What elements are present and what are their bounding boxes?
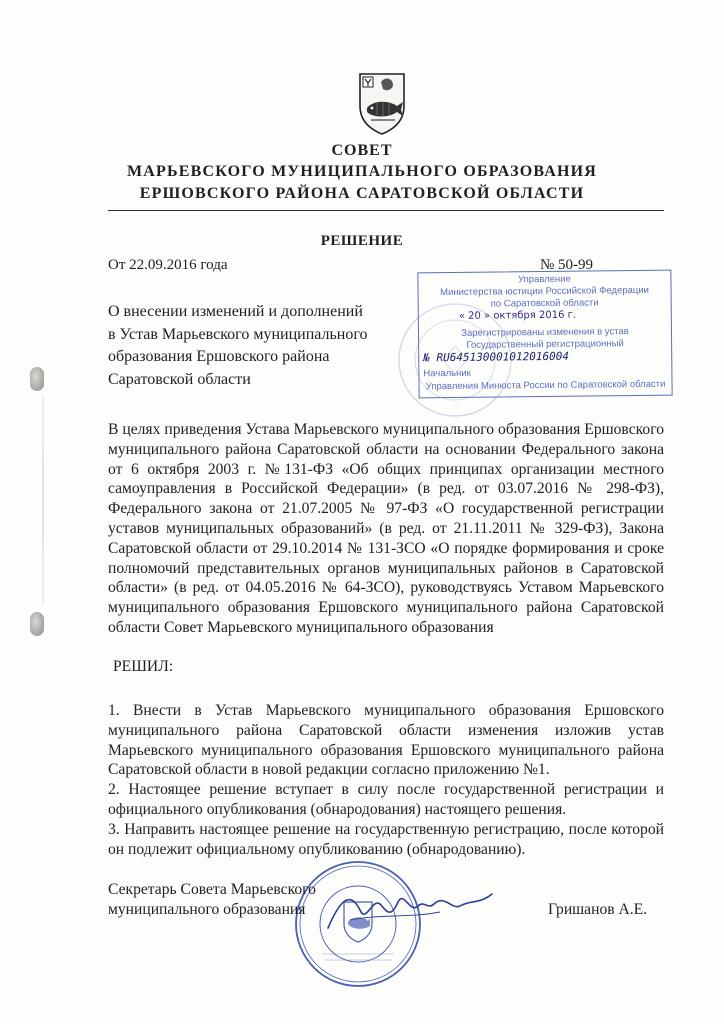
coat-of-arms-icon bbox=[357, 72, 407, 136]
document-type: РЕШЕНИЕ bbox=[320, 233, 404, 249]
council-name-line1: МАРЬЕВСКОГО МУНИЦИПАЛЬНОГО ОБРАЗОВАНИЯ bbox=[126, 163, 598, 180]
council-name-line2: ЕРШОВСКОГО РАЙОНА САРАТОВСКОЙ ОБЛАСТИ bbox=[139, 185, 585, 202]
subject-line: О внесении изменений и дополнений bbox=[108, 303, 363, 320]
stamp-line: Управление bbox=[517, 273, 571, 286]
preamble-paragraph: В целях приведения Устава Марьевского муниципального образования Ершовского муниципального района Саратовской области на основании Федерального закона от 6 октября 2003 г. №131-ФЗ «Об общих принципах организации местного самоуправления в Российской Федерации» (в ред. от 03.07.2016 № 298-ФЗ), Федерального закона от 21.07.2005 № 97-ФЗ «О государственной регистрации уставов муниципальных образований» (в ред. от 21.11.2011 № 329-ФЗ), Закона Саратовской области от 29.10.2014 № 131-ЗСО «О порядке формирования и сроке полномочий представительных органов муниципальных районов в Саратовской области» (в ред. от 04.05.2016 № 64-ЗСО), руководствуясь Уставом Марьевского муниципального образования Ершовского муниципального района Саратовской области Совет Марьевского муниципального образования bbox=[108, 421, 664, 636]
stamp-line: по Саратовской области bbox=[490, 297, 599, 310]
stamp-line: Начальник bbox=[423, 367, 471, 380]
resolution-point: 1. Внести в Устав Марьевского муниципального образования Ершовского муниципального района Саратовской области изменения изложив устав Марьевского муниципального образования Ершовского муниципального района Саратовской области в новой редакции согласно приложению №1. bbox=[108, 702, 664, 779]
stamp-line: Управления Минюста России по Саратовской области bbox=[425, 378, 666, 393]
signatory-position-line: Секретарь Совета Марьевского bbox=[108, 881, 316, 898]
stamp-date: « 20 » октября 2016 г. bbox=[458, 309, 577, 322]
registration-stamp bbox=[417, 270, 672, 399]
subject-line: в Устав Марьевского муниципального bbox=[108, 325, 368, 343]
signatory-name: Гришанов А.Е. bbox=[548, 901, 648, 918]
council-title: СОВЕТ bbox=[331, 142, 393, 159]
resolution-point: 3. Направить настоящее решение на государственную регистрацию, после которой он подлежит официальному опубликованию (обнародованию). bbox=[108, 820, 664, 858]
handwritten-signature-icon bbox=[320, 880, 500, 940]
paper-crease bbox=[42, 395, 44, 605]
stamp-line: Зарегистрированы изменения в устав bbox=[461, 326, 629, 339]
subject-line: образования Ершовского района bbox=[108, 348, 330, 365]
punch-hole bbox=[30, 612, 44, 636]
stamp-reg-number: № RU645130001012016004 bbox=[423, 349, 570, 365]
document-date: От 22.09.2016 года bbox=[108, 257, 228, 273]
resolution-points bbox=[108, 701, 664, 859]
subject-line: Саратовской области bbox=[108, 370, 251, 388]
stamp-line: Государственный регистрационный bbox=[466, 338, 624, 351]
document-number: № 50-99 bbox=[540, 257, 594, 273]
header-divider bbox=[108, 210, 664, 211]
signatory-position-line: муниципального образования bbox=[108, 901, 306, 918]
signatory-position bbox=[108, 880, 316, 920]
punch-hole bbox=[30, 367, 44, 391]
resolution-point: 2. Настоящее решение вступает в силу после государственной регистрации и официального опубликования (обнародования) настоящего решения. bbox=[108, 781, 664, 818]
stamp-line: Министерства юстиции Российской Федерации bbox=[440, 284, 650, 299]
subject-block bbox=[108, 301, 368, 391]
resolved-heading: РЕШИЛ: bbox=[113, 658, 174, 675]
